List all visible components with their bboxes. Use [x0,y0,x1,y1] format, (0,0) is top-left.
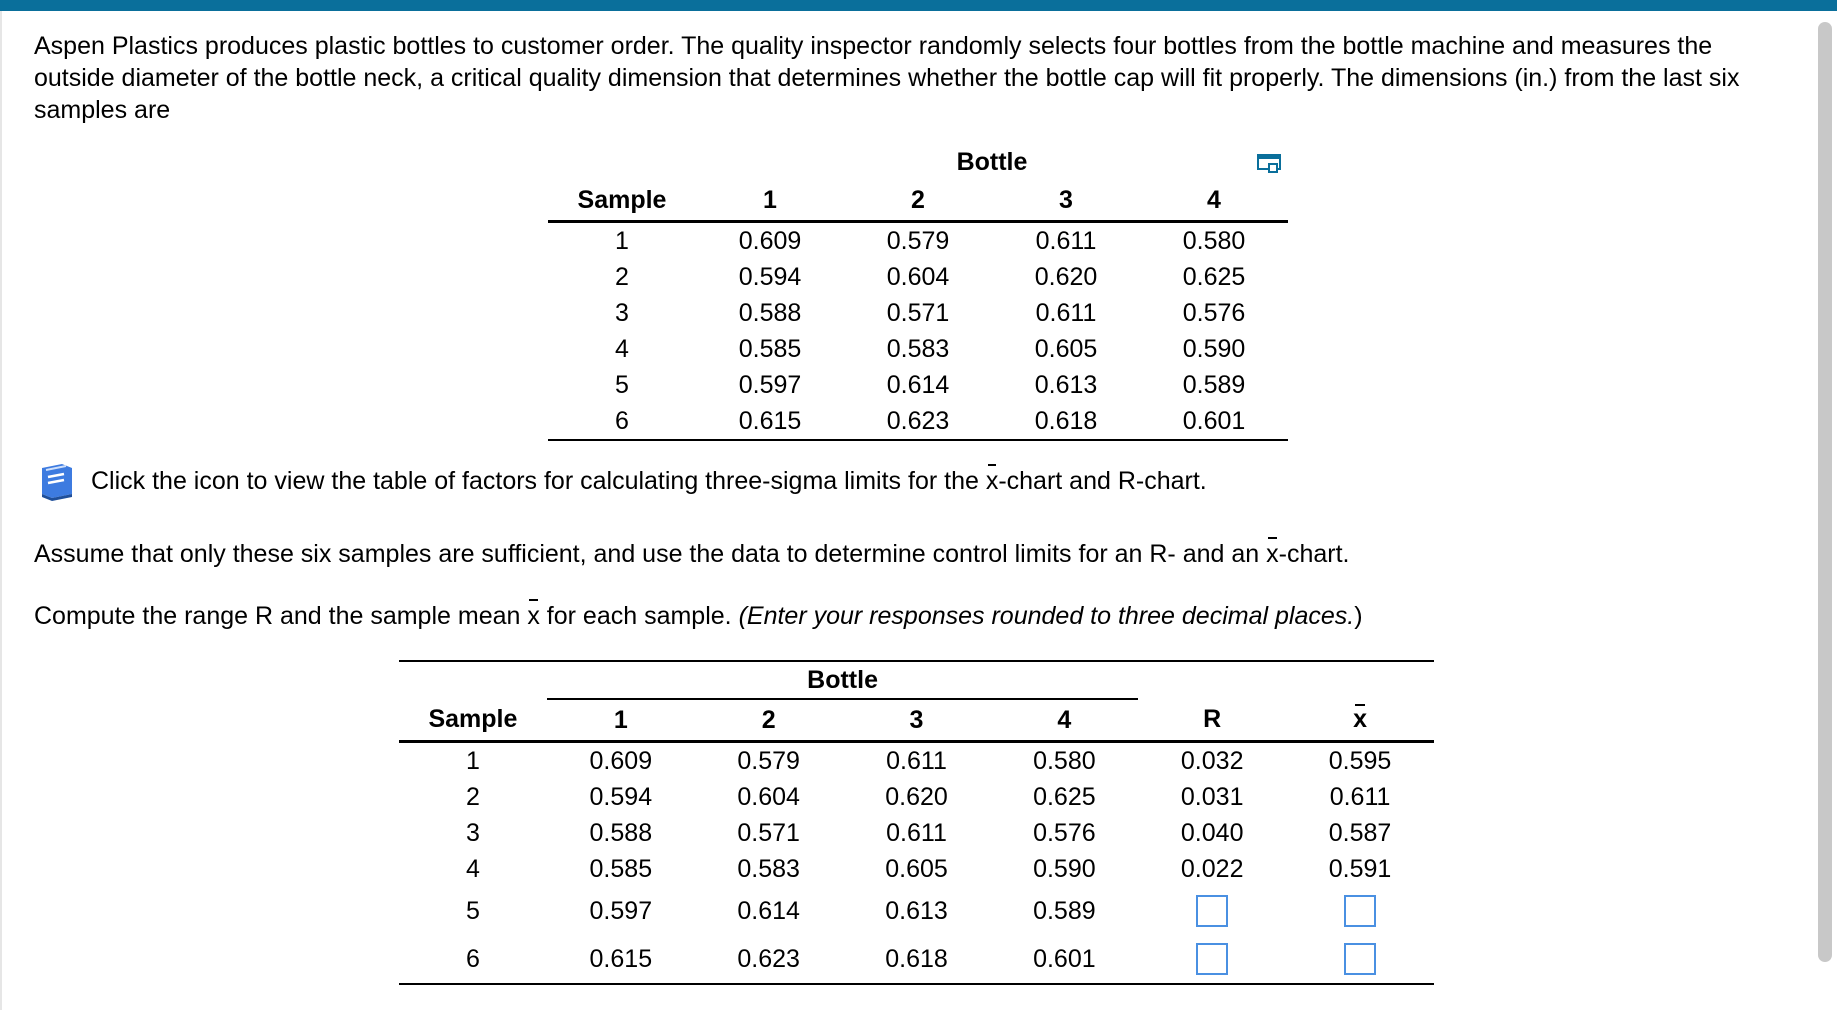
measurement-cell: 0.614 [737,896,800,925]
sample-number: 6 [399,935,547,984]
range-header: R [1138,699,1286,742]
sample-number: 3 [615,298,629,327]
sample-number: 1 [465,746,480,775]
measurement-cell: 0.579 [886,226,950,255]
sample-number: 5 [465,896,480,925]
measurement-cell: 0.604 [886,262,950,291]
table-row [399,851,1434,887]
measurement-cell: 0.597 [738,370,802,399]
table-row [399,887,1434,935]
measurement-cell: 0.613 [885,896,948,925]
table-row [548,222,1288,260]
compute-instruction: Compute the range R and the sample mean x for each sample. (Enter your responses rounded to three decimal places.) [34,602,1363,630]
data-table [548,144,1288,441]
range-answer-cell [1138,887,1286,935]
measurement-cell: 0.605 [885,854,948,883]
mean-value: 0.587 [1328,818,1392,847]
measurement-cell: 0.576 [1033,818,1096,847]
measurement-cell: 0.589 [1182,370,1246,399]
bottle-group-header: Bottle [956,147,1028,176]
mean-value: 0.595 [1328,746,1392,775]
measurement-cell: 0.611 [886,818,947,847]
table-row [548,403,1288,440]
measurement-cell: 0.618 [843,935,991,984]
measurement-cell: 0.625 [1033,782,1096,811]
bottle-col-header: 1 [696,180,844,222]
measurement-cell: 0.580 [1182,226,1246,255]
table-row [548,331,1288,367]
measurement-cell: 0.588 [738,298,802,327]
table-row [399,742,1434,780]
answer-table [399,660,1434,985]
mean-value: 0.611 [1329,782,1391,811]
measurement-cell: 0.583 [737,854,800,883]
measurement-cell: 0.613 [1034,370,1098,399]
scrollbar[interactable] [1818,22,1832,962]
measurement-cell: 0.583 [886,334,950,363]
measurement-cell: 0.615 [547,935,695,984]
bottle-col-header: 3 [992,180,1140,222]
top-bar [0,0,1837,11]
measurement-cell: 0.604 [737,782,800,811]
mean-input[interactable] [1344,895,1376,927]
range-value: 0.032 [1180,746,1244,775]
measurement-cell: 0.611 [1035,298,1097,327]
measurement-cell: 0.590 [1033,854,1096,883]
mean-value: 0.591 [1328,854,1392,883]
sample-number: 2 [465,782,480,811]
measurement-cell: 0.594 [589,782,653,811]
measurement-cell: 0.609 [589,746,653,775]
measurement-cell: 0.615 [696,403,844,440]
bottle-col-header: 2 [695,699,843,742]
mean-answer-cell [1286,887,1434,935]
mean-input[interactable] [1344,943,1376,975]
measurement-cell: 0.605 [1034,334,1098,363]
measurement-cell: 0.594 [738,262,802,291]
mean-answer-cell [1286,935,1434,984]
sample-number: 2 [615,262,629,291]
sample-header: Sample [548,180,696,222]
table-row [548,367,1288,403]
measurement-cell: 0.580 [1033,746,1096,775]
measurement-cell: 0.625 [1182,262,1246,291]
measurement-cell: 0.589 [1033,896,1096,925]
measurement-cell: 0.620 [885,782,948,811]
measurement-cell: 0.571 [737,818,800,847]
range-input[interactable] [1196,895,1228,927]
table-row [548,259,1288,295]
measurement-cell: 0.623 [844,403,992,440]
factors-link-text[interactable]: Click the icon to view the table of factors for calculating three-sigma limits for the x-chart and R-chart. [91,467,1207,495]
range-input[interactable] [1196,943,1228,975]
sample-number: 1 [615,226,629,255]
measurement-cell: 0.590 [1182,334,1246,363]
bottle-col-header: 4 [990,699,1138,742]
sample-number: 5 [615,370,629,399]
table-row [548,295,1288,331]
measurement-cell: 0.576 [1182,298,1246,327]
sample-number: 6 [548,403,696,440]
measurement-cell: 0.614 [886,370,950,399]
bottle-group-header: Bottle [547,661,1138,699]
measurement-cell: 0.601 [990,935,1138,984]
range-value: 0.022 [1180,854,1244,883]
table-row [399,779,1434,815]
measurement-cell: 0.585 [589,854,653,883]
sample-number: 3 [465,818,480,847]
table-row [399,935,1434,984]
range-value: 0.031 [1180,782,1244,811]
sample-header: Sample [399,699,547,742]
assume-text: Assume that only these six samples are sufficient, and use the data to determine control limits for an R- and an x-chart. [34,540,1350,568]
table-row [399,815,1434,851]
measurement-cell: 0.597 [589,896,653,925]
measurement-cell: 0.623 [695,935,843,984]
sample-number: 4 [615,334,629,363]
bottle-col-header: 2 [844,180,992,222]
bottle-col-header: 3 [843,699,991,742]
book-icon[interactable] [36,460,78,502]
measurement-cell: 0.571 [886,298,950,327]
measurement-cell: 0.611 [886,746,947,775]
measurement-cell: 0.611 [1035,226,1097,255]
range-answer-cell [1138,935,1286,984]
measurement-cell: 0.579 [737,746,800,775]
measurement-cell: 0.618 [992,403,1140,440]
problem-intro: Aspen Plastics produces plastic bottles to customer order. The quality inspector randomly selects four bottles from the bottle machine and measures the outside diameter of the bottle neck, a critical quality dimension that determines whether the bottle cap will fit properly. The dimensions (in.) from the last six samples are [34,32,1740,124]
bottle-col-header: 1 [547,699,695,742]
measurement-cell: 0.601 [1140,403,1288,440]
measurement-cell: 0.620 [1034,262,1098,291]
measurement-cell: 0.609 [738,226,802,255]
mean-header: x [1286,699,1434,742]
measurement-cell: 0.585 [738,334,802,363]
bottle-col-header: 4 [1140,180,1288,222]
sample-number: 4 [465,854,480,883]
measurement-cell: 0.588 [589,818,653,847]
range-value: 0.040 [1180,818,1244,847]
